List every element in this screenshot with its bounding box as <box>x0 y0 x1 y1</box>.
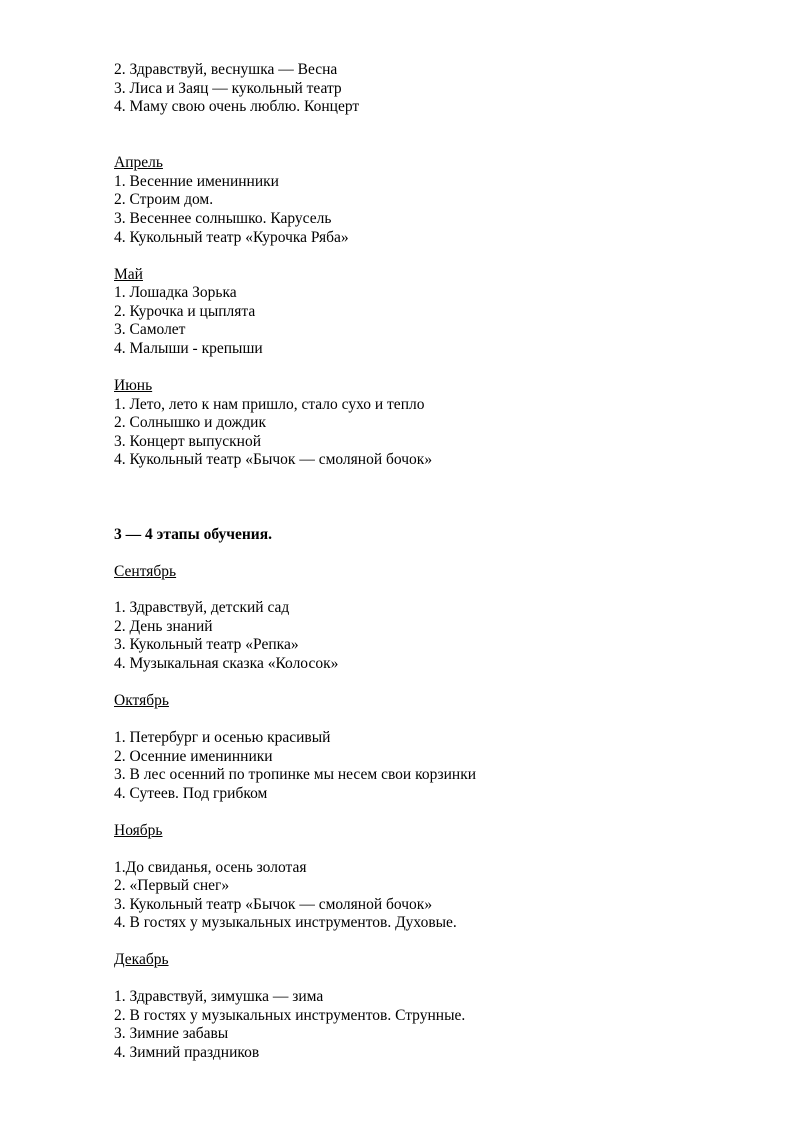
list-item: 1. Петербург и осенью красивый <box>114 729 331 746</box>
month-heading-november: Ноябрь <box>114 822 163 839</box>
list-item: 1. Лошадка Зорька <box>114 284 237 301</box>
list-item: 2. День знаний <box>114 618 213 635</box>
list-item: 2. В гостях у музыкальных инструментов. Струнные. <box>114 1007 466 1024</box>
list-item: 3. Кукольный театр «Бычок — смоляной бочок» <box>114 896 433 913</box>
month-heading-september: Сентябрь <box>114 563 177 580</box>
list-item: 4. Малыши - крепыши <box>114 340 263 357</box>
list-item: 2. Осенние именинники <box>114 748 273 765</box>
list-item: 4. В гостях у музыкальных инструментов. Духовые. <box>114 914 457 931</box>
list-item: 2. Курочка и цыплята <box>114 303 256 320</box>
list-item: 1. Лето, лето к нам пришло, стало сухо и тепло <box>114 396 425 413</box>
list-item: 3. Зимние забавы <box>114 1025 229 1042</box>
list-item: 3. Самолет <box>114 321 186 338</box>
list-item: 4. Зимний праздников <box>114 1044 260 1061</box>
list-item: 2. «Первый снег» <box>114 877 230 894</box>
section-heading: 3 — 4 этапы обучения. <box>114 526 272 543</box>
list-item: 3. В лес осенний по тропинке мы несем свои корзинки <box>114 766 477 783</box>
list-item: 3. Весеннее солнышко. Карусель <box>114 210 332 227</box>
list-item: 3. Кукольный театр «Репка» <box>114 636 299 653</box>
month-heading-october: Октябрь <box>114 692 169 709</box>
list-item: 4. Кукольный театр «Бычок — смоляной бочок» <box>114 451 433 468</box>
list-item: 2. Строим дом. <box>114 191 214 208</box>
month-heading-april: Апрель <box>114 154 163 171</box>
list-item: 4. Кукольный театр «Курочка Ряба» <box>114 229 349 246</box>
month-heading-june: Июнь <box>114 377 153 394</box>
list-item: 2. Солнышко и дождик <box>114 414 266 431</box>
list-item: 4. Маму свою очень люблю. Концерт <box>114 98 360 115</box>
list-item: 4. Музыкальная сказка «Колосок» <box>114 655 339 672</box>
month-heading-december: Декабрь <box>114 951 169 968</box>
list-item: 3. Концерт выпускной <box>114 433 262 450</box>
list-item: 3. Лиса и Заяц — кукольный театр <box>114 80 342 97</box>
list-item: 1.До свиданья, осень золотая <box>114 859 307 876</box>
list-item: 1. Здравствуй, зимушка — зима <box>114 988 324 1005</box>
month-heading-may: Май <box>114 266 143 283</box>
list-item: 1. Весенние именинники <box>114 173 279 190</box>
list-item: 4. Сутеев. Под грибком <box>114 785 268 802</box>
list-item: 1. Здравствуй, детский сад <box>114 599 290 616</box>
list-item: 2. Здравствуй, веснушка — Весна <box>114 61 338 78</box>
